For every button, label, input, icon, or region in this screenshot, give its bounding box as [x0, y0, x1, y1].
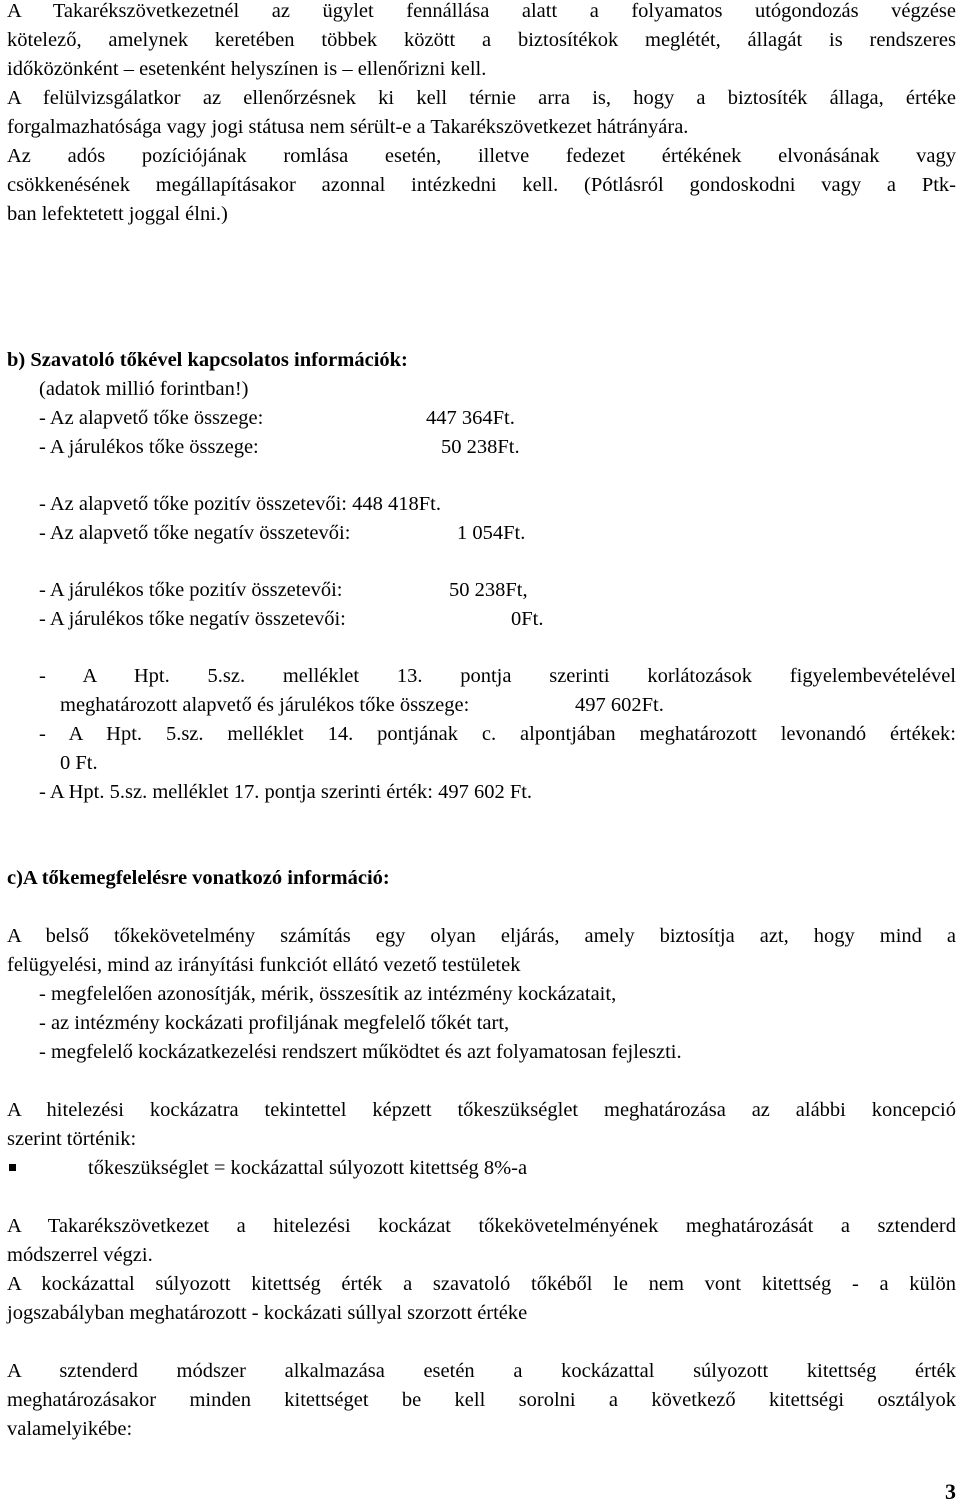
hpt13-total-value: 497 602Ft. [575, 694, 664, 716]
text-line: A kockázattal súlyozott kitettség érték a szavatoló tőkéből le nem vont kitettség - a külön [7, 1273, 956, 1295]
text-line: forgalmazhatósága vagy jogi státusa nem sérült-e a Takarékszövetkezet hátrányára. [7, 116, 689, 138]
hpt14-block [39, 720, 956, 749]
text-line: A felülvizsgálatkor az ellenőrzésnek ki kell térnie arra is, hogy a biztosíték állaga, értéke [7, 87, 956, 109]
section-c-paragraph-4 [7, 1270, 956, 1328]
formula-text: tőkeszükséglet = kockázattal súlyozott kitettség 8%-a [88, 1157, 528, 1179]
hpt14-value: 0 Ft. [60, 752, 98, 774]
hpt13-total-label: meghatározott alapvető és járulékos tőke összege: [60, 694, 470, 716]
text-line: - A Hpt. 5.sz. melléklet 13. pontja szerinti korlátozások figyelembevételével [39, 665, 956, 687]
formula-item [7, 1154, 956, 1183]
intro-paragraph-3 [7, 142, 956, 229]
section-c-paragraph-3 [7, 1212, 956, 1270]
section-c-paragraph-5 [7, 1357, 956, 1444]
supplementary-negative-value: 0Ft. [511, 608, 544, 630]
base-capital-positive-label: - Az alapvető tőke pozitív összetevői: 448 418Ft. [39, 493, 441, 515]
supplementary-negative-label: - A járulékos tőke negatív összetevői: [39, 608, 346, 630]
section-b-heading: b) Szavatoló tőkével kapcsolatos információk: [7, 349, 408, 371]
supplementary-positive-value: 50 238Ft, [449, 579, 528, 601]
base-capital-negative-label: - Az alapvető tőke negatív összetevői: [39, 522, 351, 544]
list-item: - az intézmény kockázati profiljának megfelelő tőkét tart, [39, 1012, 510, 1034]
list-item: - megfelelő kockázatkezelési rendszert működtet és azt folyamatosan fejleszti. [39, 1041, 682, 1063]
text-line: szerint történik: [7, 1128, 137, 1150]
text-line: A sztenderd módszer alkalmazása esetén a kockázattal súlyozott kitettség érték [7, 1360, 956, 1382]
text-line: ban lefektetett joggal élni.) [7, 203, 228, 225]
text-line: - A Hpt. 5.sz. melléklet 14. pontjának c. alpontjában meghatározott levonandó értékek: [39, 723, 956, 745]
text-line: módszerrel végzi. [7, 1244, 153, 1266]
text-line: csökkenésének megállapításakor azonnal intézkedni kell. (Pótlásról gondoskodni vagy a Ptk- [7, 174, 956, 196]
base-capital-value: 447 364Ft. [426, 407, 515, 429]
text-line: kötelező, amelynek keretében többek között a biztosítékok meglétét, állagát is rendszeres [7, 29, 956, 51]
section-c-paragraph-1 [7, 922, 956, 980]
text-line: jogszabályban meghatározott - kockázati súllyal szorzott értéke [7, 1302, 528, 1324]
text-line: A belső tőkekövetelmény számítás egy olyan eljárás, amely biztosítja azt, hogy mind a [7, 925, 956, 947]
text-line: felügyelési, mind az irányítási funkciót ellátó vezető testületek [7, 954, 521, 976]
square-bullet-icon [9, 1164, 16, 1171]
intro-paragraph-1 [7, 0, 956, 84]
hpt17-line: - A Hpt. 5.sz. melléklet 17. pontja szerinti érték: 497 602 Ft. [39, 781, 533, 803]
text-line: A Takarékszövetkezet a hitelezési kockázat tőkekövetelményének meghatározását a sztenderd [7, 1215, 956, 1237]
hpt13-block [39, 662, 956, 691]
section-c-heading: c)A tőkemegfelelésre vonatkozó információ: [7, 867, 390, 889]
text-line: meghatározásakor minden kitettséget be kell sorolni a következő kitettségi osztályok [7, 1389, 956, 1411]
list-item: - megfelelően azonosítják, mérik, összesítik az intézmény kockázatait, [39, 983, 617, 1005]
unit-note: (adatok millió forintban!) [39, 378, 249, 400]
section-c-paragraph-2 [7, 1096, 956, 1154]
text-line: Az adós pozíciójának romlása esetén, illetve fedezet értékének elvonásának vagy [7, 145, 956, 167]
text-line: valamelyikébe: [7, 1418, 133, 1440]
base-capital-label: - Az alapvető tőke összege: [39, 407, 264, 429]
section-c-bullet-list [7, 980, 956, 1067]
text-line: időközönként – esetenként helyszínen is – ellenőrizni kell. [7, 58, 487, 80]
supplementary-capital-value: 50 238Ft. [441, 436, 520, 458]
supplementary-capital-label: - A járulékos tőke összege: [39, 436, 259, 458]
page-number: 3 [945, 1479, 956, 1504]
text-line: A Takarékszövetkezetnél az ügylet fennállása alatt a folyamatos utógondozás végzése [7, 0, 956, 22]
supplementary-positive-label: - A járulékos tőke pozitív összetevői: [39, 579, 343, 601]
base-capital-negative-value: 1 054Ft. [457, 522, 526, 544]
intro-paragraph-2 [7, 84, 956, 142]
text-line: A hitelezési kockázatra tekintettel képzett tőkeszükséglet meghatározása az alábbi koncepció [7, 1099, 956, 1121]
